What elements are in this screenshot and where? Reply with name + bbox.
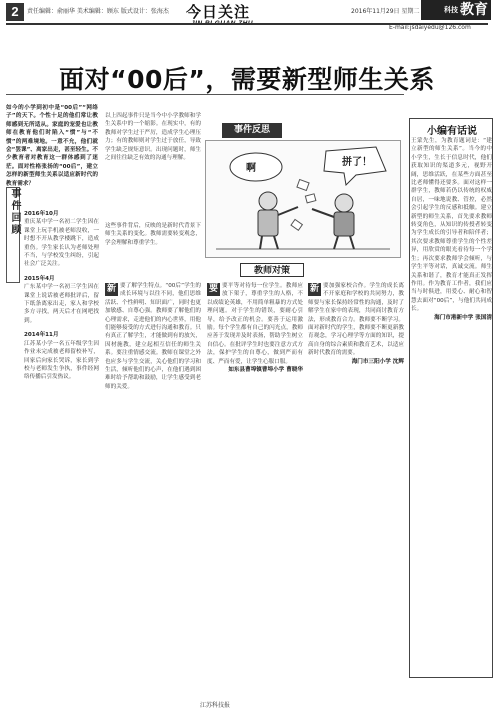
teaching-column-2 bbox=[207, 282, 303, 700]
author-2: 海门市三阳小学 沈辉 bbox=[351, 358, 404, 365]
editor-essay-sign: 海门市港新中学 张国清 bbox=[434, 314, 492, 321]
event-date: 2015年4月 bbox=[24, 275, 55, 282]
contact-email: E-mail:jsdaiyedu@126.com bbox=[389, 24, 471, 31]
sidebar-label: 事件回顾 bbox=[9, 188, 20, 236]
event-text: 广东某中学一名初三学生因在课堂上说话被老师批评后，留下纸条离家出走，家人和学校多方寻找，两天后才在网吧找到。 bbox=[24, 284, 99, 324]
drop-cap: 要 bbox=[208, 284, 218, 294]
sidebar-label-box bbox=[6, 187, 20, 283]
intro-paragraph: 如今的小学到初中是“00后”“网络子”的天下。个性十足的他们常让教师感到无所适从。家庭的宠爱也让教师在教育他们时陷入“惯”与“不惯”的两难境地。一意不允，他们就会“罢课”、离家出走，甚至轻生。不少教育者对教育这一群体感到了迷茫。面对性格张扬的“00后”，建立怎样的新型师生关系以适应新时代的教育需求？ bbox=[6, 105, 98, 187]
drop-cap: 新 bbox=[106, 284, 116, 294]
issue-date: 2016年11月29日 星期二 bbox=[351, 8, 420, 15]
headline-rule bbox=[6, 94, 404, 95]
editors-line: 责任编辑：俞丽华 美术编辑：顾东 版式设计：张海杰 bbox=[27, 8, 169, 15]
brand-small: 科技 bbox=[444, 6, 458, 14]
brand-logo bbox=[421, 0, 491, 20]
event-date: 2014年11月 bbox=[24, 332, 59, 339]
reflection-text-2: 这些事件背后，反映的是新时代背景下师生关系的变化。教师需要转变观念，学会理解和尊重学生。 bbox=[105, 223, 201, 246]
teaching-label: 教师对策 bbox=[240, 263, 304, 277]
teaching-column-3 bbox=[308, 282, 404, 700]
cartoon-label-right: 拼了！ bbox=[342, 157, 372, 168]
brand-name: 教育 bbox=[460, 2, 488, 18]
footer-paper-name: 江苏科技报 bbox=[200, 702, 231, 709]
teaching-column-1 bbox=[105, 282, 201, 700]
headline: 面对“00后”，需要新型师生关系 bbox=[59, 65, 435, 94]
cartoon-label-left: 啊 bbox=[246, 163, 256, 174]
cartoon-illustration bbox=[205, 140, 401, 258]
event-text: 重庆某中学一名初二学生因在课堂上玩手机被老师没收，一时想不开从教学楼跳下，造成重伤。学生家长认为老师处理不当，与学校发生纠纷，引起社会广泛关注。 bbox=[24, 219, 99, 268]
author-1: 如东县曹埠镇曹埠小学 曹晓华 bbox=[228, 367, 303, 374]
editor-essay-body: 王蒙先生，为教育题词是：“建立新型的师生关系”。当今的中小学生，生长于信息时代，他们获取知识的渠道多元，视野开阔，思维活跃，在某些方面甚至比老师懂得还要多。面对这样一群学生，教师若仍以传统的权威自居，一味地说教、管控，必然会引起学生的反感和抵触。建立新型的师生关系，首先要求教师转变角色，从知识的传授者转变为学生成长的引导者和陪伴者；其次要求教师尊重学生的个性差异，用欣赏的眼光看待每一个学生；再次要求教师学会倾听，与学生平等对话，真诚交流。师生关系和谐了，教育才能真正发挥作用。作为教育工作者，我们应当与时俱进，用爱心、耐心和智慧去面对“00后”，与他们共同成长。 bbox=[411, 138, 492, 313]
event-date: 2016年10月 bbox=[24, 211, 59, 217]
events-list bbox=[24, 210, 99, 700]
page-number: 2 bbox=[6, 3, 24, 21]
drop-cap: 新 bbox=[309, 284, 319, 294]
column-name: 今日关注 bbox=[186, 3, 251, 21]
masthead-rule bbox=[6, 23, 488, 25]
teaching-text-2: 要平等对待每一位学生。教师应放下架子，尊重学生的人格，不以成绩论英雄，不用简单粗暴的方式处理问题。对于学生的错误，要耐心引导，给予改正的机会。要善于运用激励。每个学生都有自己的闪光点，教师应善于发现并及时表扬，帮助学生树立自信心。在批评学生时也要注意方式方法，保护学生的自尊心，做到严而有度、严而有爱，让学生心服口服。 bbox=[207, 283, 303, 365]
editor-essay-text bbox=[411, 137, 492, 617]
teaching-text-3: 要加强家校合作。学生的成长离不开家庭和学校的共同努力，教师要与家长保持经常性的沟通，及时了解学生在家中的表现，共同商讨教育方法，形成教育合力。教师要不断学习。面对新时代的学生，教师要不断更新教育观念，学习心理学等方面的知识，提高自身的综合素质和教育艺术，以适应新时代教育的需要。 bbox=[308, 283, 404, 357]
editor-essay-title: 小编有话说 bbox=[427, 126, 477, 137]
event-text: 江苏某小学一名五年级学生因作业未完成被老师留校补写，回家后向家长哭诉，家长到学校与老师发生争执，事件经网络传播后引发热议。 bbox=[24, 340, 99, 381]
teaching-text-1: 要了解学生特点。“00后”学生的成长环境与以往不同，他们思维活跃、个性鲜明、知识面广，同时也更加敏感、自尊心强。教师要了解他们的心理需求，走进他们的内心世界，用他们能够接受的方式进行沟通和教育。只有真正了解学生，才能做到有的放矢，因材施教，建立起相互信任的师生关系。要注重情感交流。教师在课堂之外也应多与学生交流，关心他们的学习和生活，倾听他们的心声，在他们遇到困难时给予帮助和鼓励，让学生感受到老师的关爱。 bbox=[105, 283, 201, 390]
reflection-text: 以上四起事件只是当今中小学教师和学生关系中的一个缩影。在现实中，有的教师对学生过于严厉，造成学生心理压力；有的教师则对学生过于放任，导致学生缺乏规矩意识。出现问题时，师生之间往往缺乏有效的沟通与理解。 bbox=[105, 113, 201, 162]
reflection-label: 事件反思 bbox=[222, 123, 282, 138]
